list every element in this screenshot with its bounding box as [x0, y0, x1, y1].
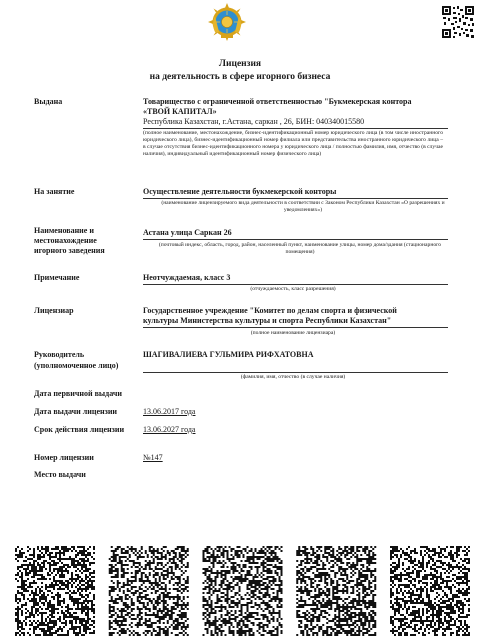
- barcode-block: [296, 546, 376, 636]
- note-label: Примечание: [34, 273, 80, 282]
- activity-value: Осуществление деятельности букмекерской конторы: [143, 187, 337, 196]
- licensor-hint: (полное наименование лицензиара): [250, 330, 336, 336]
- issue-place-label: Место выдачи: [34, 470, 86, 479]
- licensor-line-2: культуры Министерства культуры и спорта Республики Казахстан": [143, 316, 392, 325]
- activity-underline: [143, 198, 448, 199]
- barcode-block: [390, 546, 470, 636]
- note-underline: [143, 284, 448, 285]
- venue-label-3: игорного заведения: [34, 246, 105, 255]
- head-label-2: (уполномоченное лицо): [34, 361, 119, 370]
- note-value: Неотчуждаемая, класс 3: [143, 273, 231, 282]
- issued-to-line-3: Республика Казахстан, г.Астана, саркан , 26, БИН: 040340015580: [143, 117, 365, 126]
- licensor-label: Лицензиар: [34, 306, 74, 315]
- issued-to-line-1: Товарищество с ограниченной ответственностью "Букмекерская контора: [143, 97, 412, 106]
- issue-date-label: Дата выдачи лицензии: [34, 407, 118, 416]
- issued-to-label: Выдана: [34, 97, 63, 106]
- head-hint: (фамилия, имя, отчество (в случае наличия): [240, 374, 346, 380]
- title-line-2: на деятельность в сфере игорного бизнеса: [149, 72, 331, 82]
- first-issue-date-label: Дата первичной выдачи: [34, 389, 123, 398]
- head-label-1: Руководитель: [34, 350, 85, 359]
- qr-code-header: [441, 5, 475, 39]
- state-emblem-icon: [207, 2, 247, 42]
- head-underline: [143, 372, 448, 373]
- venue-value: Астана улица Саркан 26: [143, 228, 232, 237]
- venue-label-1: Наименование и: [34, 226, 94, 235]
- barcode-block: [203, 546, 283, 636]
- note-hint: (отчуждаемость, класс разрешения): [250, 286, 336, 292]
- license-number-value: №147: [143, 453, 163, 462]
- activity-label: На занятие: [34, 187, 75, 196]
- validity-label: Срок действия лицензии: [34, 425, 125, 434]
- activity-hint: (наименование лицензируемого вида деятельности в соответствии с Законом Республики Казахстан «О разрешениях и уведомлениях»): [161, 200, 445, 213]
- barcode-block: [109, 546, 189, 636]
- head-value: ШАГИВАЛИЕВА ГУЛЬМИРА РИФХАТОВНА: [143, 350, 314, 359]
- issue-date-value: 13.06.2017 года: [143, 407, 196, 416]
- issued-to-hint: (полное наименование, местонахождение, бизнес-идентификационный номер юридического лица (в том числе иностранного юридического лица), бизнес-идентификационный номер филиала или представительства иностранного юридического лица – в случае отсутствия бизнес-идентификационного номера у юридического лица / полностью фамилия, имя, отчество (в случае наличия), индивидуальный идентификационный номер физического лица): [143, 130, 443, 157]
- licensor-underline: [143, 327, 448, 328]
- barcode-strip: [15, 546, 470, 638]
- document-title: [0, 58, 480, 84]
- license-number-label: Номер лицензии: [34, 453, 94, 462]
- venue-label-2: местонахождение: [34, 236, 97, 245]
- licensor-line-1: Государственное учреждение "Комитет по делам спорта и физической: [143, 306, 397, 315]
- issued-to-underline: [143, 128, 448, 129]
- issued-to-line-2: «ТВОЙ КАПИТАЛ»: [143, 107, 217, 116]
- validity-value: 13.06.2027 года: [143, 425, 196, 434]
- barcode-block: [15, 546, 95, 636]
- title-line-1: Лицензия: [218, 59, 262, 69]
- venue-underline: [143, 239, 448, 240]
- venue-hint: (почтовый индекс, область, город, район, населенный пункт, наименование улицы, номер дома/здания (стационарного помещения): [158, 242, 442, 255]
